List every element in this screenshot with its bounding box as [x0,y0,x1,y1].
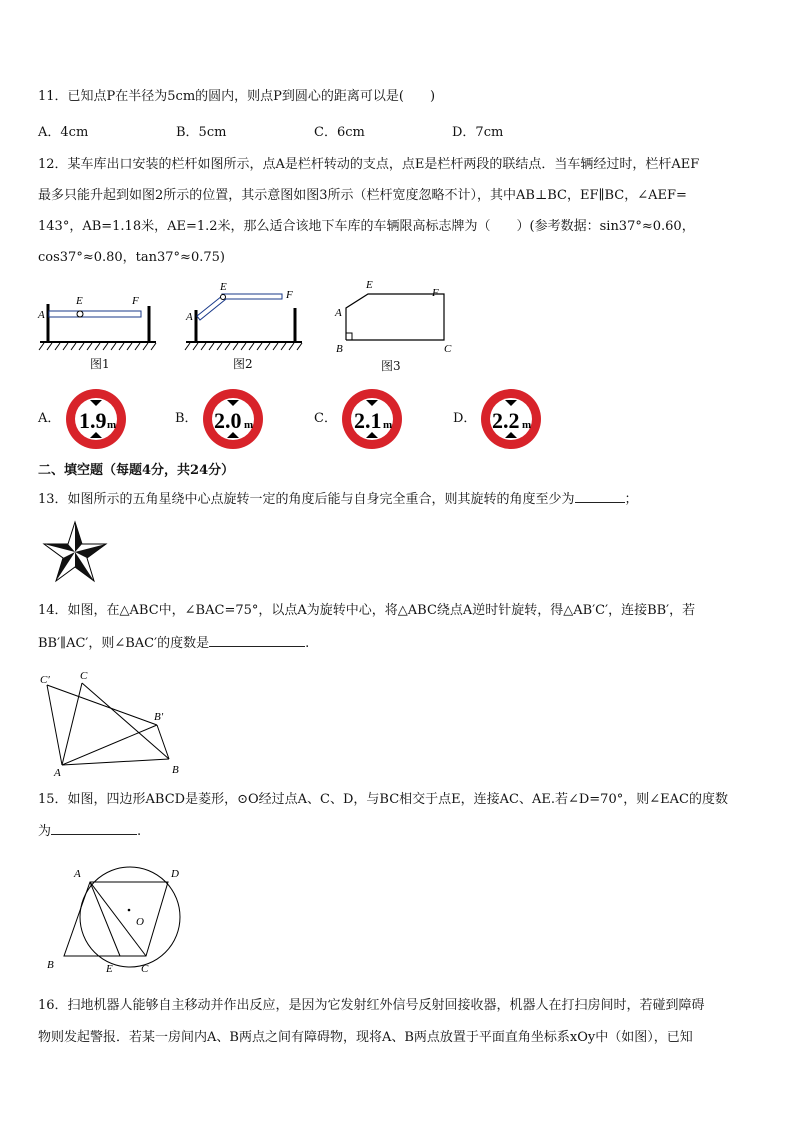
q12-stem-line1: 12．某车库出口安装的栏杆如图所示，点A是栏杆转动的支点，点E是栏杆两段的联结点．当车辆经过时，栏杆AEF [38,157,700,172]
q12-fig1-caption: 图1 [90,357,110,371]
q15-rhombus-circle-figure [40,860,190,980]
q15-stem-line2 [38,820,141,842]
q12-stem-line3: 143°，AB=1.18米，AE=1.2米，那么适合该地下车库的车辆限高标志牌为（ ）(参考数据：sin37°≈0.60， [38,219,695,234]
q15-label-d: D [171,868,179,880]
q13-text: 13．如图所示的五角星绕中心点旋转一定的角度后能与自身完全重合，则其旋转的角度至少为 [38,492,575,507]
q12-stem-line2: 最多只能升起到如图2所示的位置，其示意图如图3所示（栏杆宽度忽略不计），其中AB⊥BC，EF∥BC，∠AEF= [38,188,687,203]
q16-stem-line1: 16．扫地机器人能够自主移动并作出反应，是因为它发射红外信号反射回接收器，机器人在打扫房间时，若碰到障碍 [38,998,705,1013]
q13-stem [38,488,638,510]
height-limit-sign-c [340,387,404,451]
q12-figure-2 [184,280,306,352]
q12-option-a-letter: A． [38,411,61,426]
q14-tail: . [305,636,310,651]
q12-stem-line4: cos37°≈0.80，tan37°≈0.75) [38,250,225,265]
q12-fig2-caption: 图2 [233,357,253,371]
sign-c-unit: m [383,419,393,431]
q11-option-c: C．6cm [314,125,365,140]
q15-label-a: A [74,868,81,880]
fig1-label-e: E [76,295,83,307]
height-limit-sign-b [201,387,265,451]
q12-fig3-caption: 图3 [381,359,401,373]
sign-d-unit: m [522,419,532,431]
q14-text: BB′∥AC′，则∠BAC′的度数是 [38,636,210,651]
q12-figure-1 [36,286,160,352]
fig3-label-e: E [366,279,373,291]
fig3-label-a: A [335,307,342,319]
sign-a-unit: m [107,419,117,431]
q12-option-d-letter: D． [453,411,477,426]
q15-label-e: E [106,963,113,975]
q15-stem-line1: 15．如图，四边形ABCD是菱形，⊙O经过点A、C、D，与BC相交于点E，连接AC、AE.若∠D=70°，则∠EAC的度数 [38,792,728,807]
fig2-label-e: E [220,281,227,293]
height-limit-sign-d [479,387,543,451]
q11-option-b: B．5cm [176,125,227,140]
q15-label-b: B [47,959,54,971]
q14-label-c-prime: C′ [40,674,50,686]
q11-stem: 11．已知点P在半径为5cm的圆内，则点P到圆心的距离可以是( ) [38,89,436,104]
q12-option-b-letter: B． [175,411,198,426]
q15-answer-blank[interactable] [51,820,137,835]
sign-c-value: 2.1 [354,408,382,433]
q15-text: 为 [38,824,52,839]
sign-b-unit: m [244,419,254,431]
sign-d-value: 2.2 [492,408,520,433]
q14-stem-line1: 14．如图，在△ABC中，∠BAC=75°，以点A为旋转中心，将△ABC绕点A逆时针旋转，得△AB′C′，连接BB′，若 [38,603,696,618]
q15-label-c: C [141,963,149,975]
q14-answer-blank[interactable] [209,632,305,647]
q14-label-a: A [54,767,61,778]
five-pointed-star-figure [42,520,108,584]
section-2-title: 二、填空题（每题4分，共24分） [38,463,235,478]
fig1-label-a: A [38,309,45,321]
sign-a-value: 1.9 [79,408,107,433]
q11-option-d: D．7cm [452,125,504,140]
fig3-label-b: B [336,343,343,355]
q14-label-b-prime: B′ [154,711,164,723]
sign-b-value: 2.0 [214,408,242,433]
q15-tail: . [137,824,142,839]
q12-option-c-letter: C． [314,411,337,426]
q11-option-a: A．4cm [38,125,89,140]
q12-figure-3 [332,276,464,356]
q14-triangle-rotation-figure [36,666,186,778]
q14-label-c: C [80,670,88,682]
height-limit-sign-a [64,387,128,451]
fig1-label-f: F [132,295,139,307]
q14-stem-line2 [38,632,309,654]
q14-label-b: B [172,764,179,776]
q13-tail: ； [624,492,638,507]
fig2-label-a: A [186,311,193,323]
fig2-label-f: F [286,289,293,301]
q13-answer-blank[interactable] [575,488,625,503]
q16-stem-line2: 物则发起警报．若某一房间内A、B两点之间有障碍物，现将A、B两点放置于平面直角坐标系xOy中（如图），已知 [38,1030,693,1045]
fig3-label-f: F [432,287,439,299]
q15-label-o: O [136,916,144,928]
fig3-label-c: C [444,343,452,355]
